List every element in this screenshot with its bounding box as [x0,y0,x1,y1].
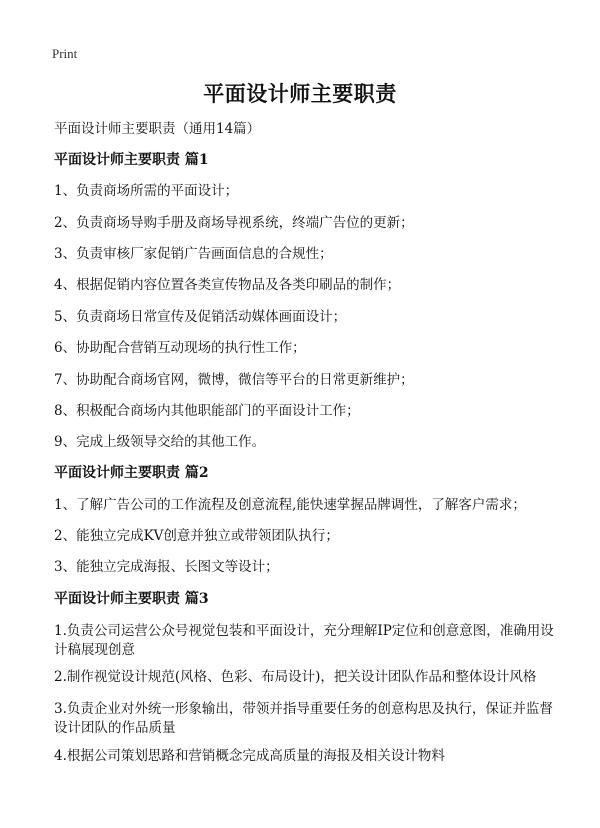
list-item: 1、了解广告公司的工作流程及创意流程,能快速掌握品牌调性，了解客户需求； [54,497,526,513]
list-item: 7、协助配合商场官网，微博，微信等平台的日常更新维护； [54,372,414,388]
list-item: 2、能独立完成KV创意并独立或带领团队执行； [54,528,339,544]
list-item: 6、协助配合营销互动现场的执行性工作； [54,340,306,356]
list-item: 4、根据促销内容位置各类宣传物品及各类印刷品的制作； [54,277,401,293]
list-item: 3、能独立完成海报、长图文等设计； [54,559,279,575]
list-item: 1.负责公司运营公众号视觉包装和平面设计，充分理解IP定位和创意意图，准确用设计稿展现创意 [54,623,554,658]
list-item: 9、完成上级领导交给的其他工作。 [54,434,266,450]
list-item: 5、负责商场日常宣传及促销活动媒体画面设计； [54,309,347,325]
list-item: 3、负责审核厂家促销广告画面信息的合规性； [54,246,333,262]
list-item: 2.制作视觉设计规范(风格、色彩、布局设计)，把关设计团队作品和整体设计风格 [54,669,537,685]
list-item: 4.根据公司策划思路和营销概念完成高质量的海报及相关设计物料 [54,748,445,764]
section-heading-2: 平面设计师主要职责 篇2 [54,465,209,481]
list-item: 1、负责商场所需的平面设计； [54,183,239,199]
section-heading-1: 平面设计师主要职责 篇1 [54,152,209,168]
document-title: 平面设计师主要职责 [203,81,397,106]
list-item: 2、负责商场导购手册及商场导视系统，终端广告位的更新； [54,215,414,231]
document-subtitle: 平面设计师主要职责（通用14篇） [54,121,261,137]
section-heading-3: 平面设计师主要职责 篇3 [54,591,209,607]
list-item: 8、积极配合商场内其他职能部门的平面设计工作； [54,403,360,419]
list-item: 3.负责企业对外统一形象输出，带领并指导重要任务的创意构思及执行，保证并监督设计团队的作品质量 [54,701,553,736]
print-label: Print [52,46,78,61]
